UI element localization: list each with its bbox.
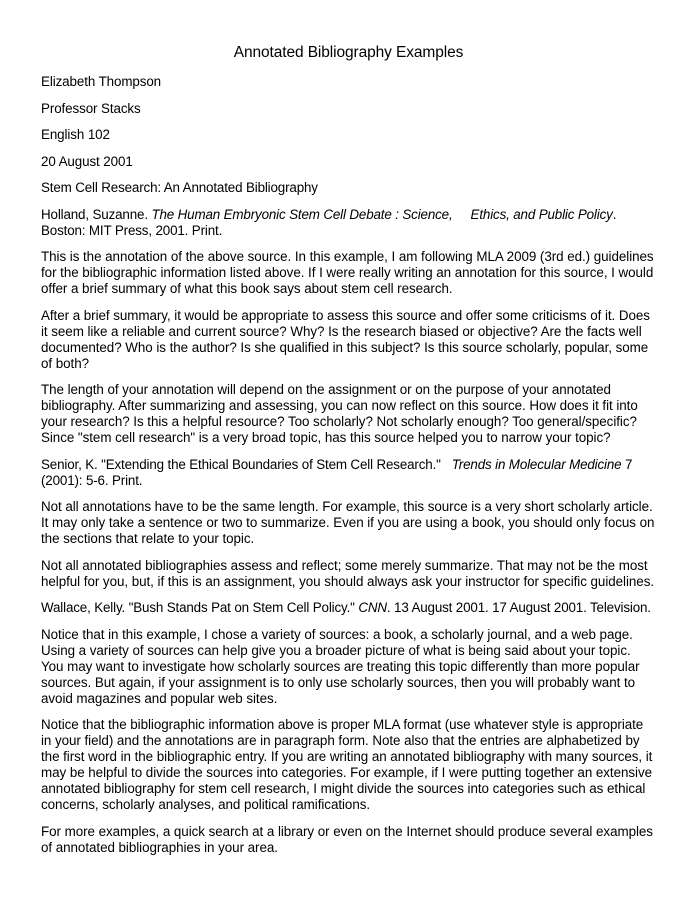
annotation-paragraph: For more examples, a quick search at a library or even on the Internet should produce several examples of annotated bibliographies in your area. <box>41 823 653 855</box>
professor-name: Professor Stacks <box>41 100 141 116</box>
citation-title-part-a: The Human Embryonic Stem Cell Debate : Science, <box>151 206 453 222</box>
bibliography-title: Stem Cell Research: An Annotated Bibliography <box>41 180 318 195</box>
document-title: Annotated Bibliography Examples <box>233 44 464 61</box>
citation-author: Wallace, Kelly. "Bush Stands Pat on Stem Cell Policy." <box>41 600 359 615</box>
author-name: Elizabeth Thompson <box>41 74 162 89</box>
document-page <box>41 44 656 866</box>
annotation-paragraph: Notice that in this example, I chose a variety of sources: a book, a scholarly journal, and a web page. Using a variety of sources can help give you a broader picture of what is being said about your topic. You may want to investigate how scholarly sources are treating this topic differently than more popular sources. But again, if your assignment is to only use scholarly sources, then you will probably want to avoid magazines and popular web sites. <box>41 626 640 706</box>
citation-senior <box>41 457 656 489</box>
annotation-paragraph: The length of your annotation will depend on the assignment or on the purpose of your annotated bibliography. After summarizing and assessing, you can now reflect on this source. How does it fit into your research? Is this a helpful resource? Too scholarly? Not scholarly enough? Too general/specific? Since "stem cell research" is a very broad topic, has this source helped you to narrow your topic? <box>41 382 638 445</box>
citation-publication: 7 (2001): 5-6. Print. <box>41 456 633 488</box>
citation-holland <box>41 207 656 239</box>
citation-source: CNN <box>358 600 387 615</box>
citation-publication: . 13 August 2001. 17 August 2001. Television. <box>386 600 651 615</box>
citation-title-part-b: Ethics, and Public Policy <box>470 206 613 222</box>
citation-publication: . Boston: MIT Press, 2001. Print. <box>41 206 617 238</box>
annotation-paragraph: Notice that the bibliographic information above is proper MLA format (use whatever style is appropriate in your field) and the annotations are in paragraph form. Note also that the entries are alphabetized by the first word in the bibliographic entry. If you are writing an annotated bibliography with many sources, it may be helpful to divide the sources into categories. For example, if I were putting together an extensive annotated bibliography for stem cell research, I might divide the sources into categories such as ethical concerns, scholarly analyses, and political ramifications. <box>41 717 653 812</box>
citation-wallace <box>41 600 656 616</box>
annotation-paragraph: This is the annotation of the above source. In this example, I am following MLA 2009 (3rd ed.) guidelines for the bibliographic information listed above. If I were really writing an annotation for this source, I would offer a brief summary of what this book says about stem cell research. <box>41 249 654 296</box>
document-date: 20 August 2001 <box>41 153 133 169</box>
citation-author: Holland, Suzanne. <box>41 206 152 222</box>
citation-journal: Trends in Molecular Medicine <box>451 456 622 472</box>
annotation-paragraph: After a brief summary, it would be appropriate to assess this source and offer some criticisms of it. Does it seem like a reliable and current source? Why? Is the research biased or objective? Are the facts well documented? Who is the author? Is she qualified in this subject? Is this source scholarly, popular, some of both? <box>41 307 650 371</box>
annotation-paragraph: Not all annotated bibliographies assess and reflect; some merely summarize. That may not be the most helpful for you, but, if this is an assignment, you should always ask your instructor for specific guidelines. <box>41 557 655 589</box>
annotation-paragraph: Not all annotations have to be the same length. For example, this source is a very short scholarly article. It may only take a sentence or two to summarize. Even if you are using a book, you should only focus on the sections that relate to your topic. <box>41 499 655 546</box>
course-name: English 102 <box>41 127 110 142</box>
citation-author: Senior, K. "Extending the Ethical Boundaries of Stem Cell Research." <box>41 456 441 472</box>
